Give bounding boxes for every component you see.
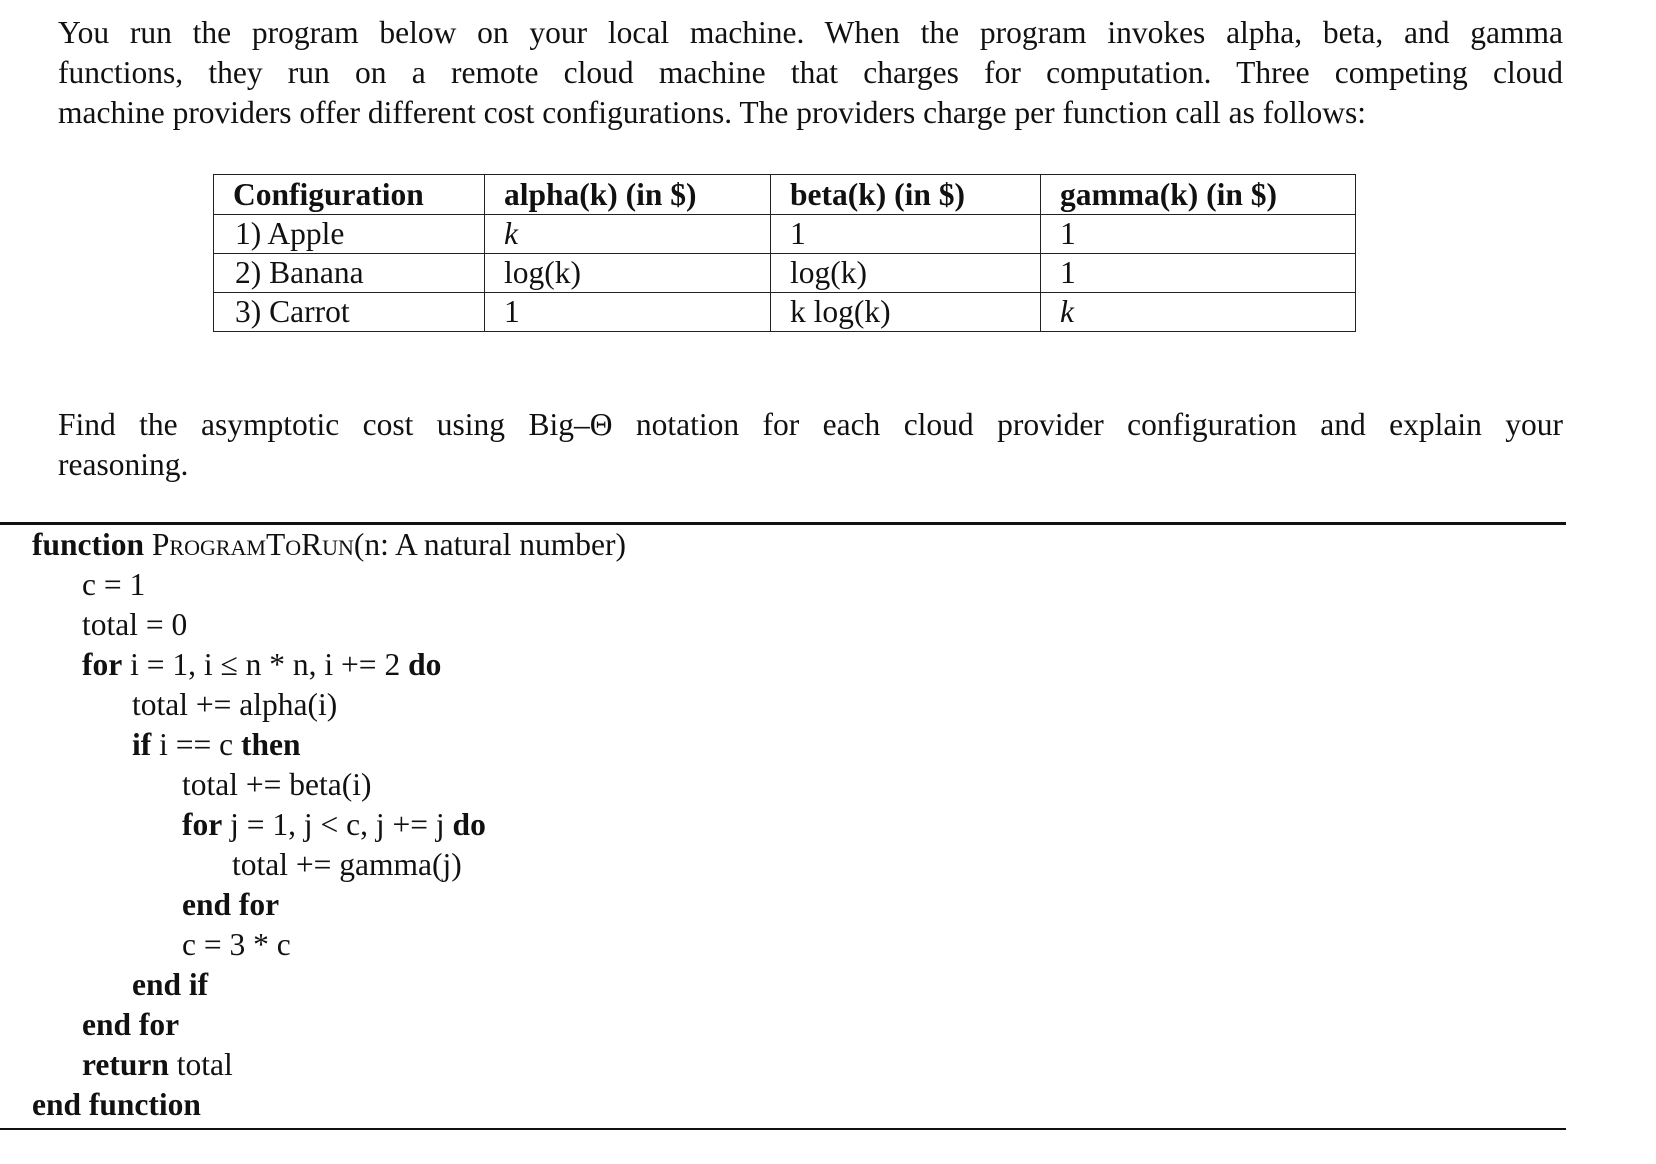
intro-paragraph xyxy=(58,13,1563,133)
beta-cost: log(k) xyxy=(771,254,1041,293)
code-line-if xyxy=(132,725,301,765)
keyword-do: do xyxy=(408,647,442,682)
for-i-condition: i = 1, i ≤ n * n, i += 2 xyxy=(130,647,401,682)
code-line-function-header xyxy=(32,525,626,565)
config-name: 2) Banana xyxy=(214,254,485,293)
code-line-return xyxy=(82,1045,233,1085)
if-condition: i == c xyxy=(159,727,234,762)
table-row xyxy=(214,254,1356,293)
code-line-beta: total += beta(i) xyxy=(182,767,372,802)
keyword-for: for xyxy=(182,807,223,842)
config-name: 3) Carrot xyxy=(214,293,485,332)
intro-line: machine providers offer different cost configurations. The providers charge per function call as follows: xyxy=(58,95,1367,130)
function-params: (n: A natural number) xyxy=(353,527,626,562)
beta-cost: 1 xyxy=(771,215,1041,254)
code-line-end-for-outer: end for xyxy=(82,1007,180,1042)
header-beta: beta(k) (in $) xyxy=(771,175,1041,215)
gamma-cost: 1 xyxy=(1041,254,1356,293)
gamma-cost: k xyxy=(1041,293,1356,332)
keyword-if: if xyxy=(132,727,152,762)
table-row xyxy=(214,215,1356,254)
intro-line: functions, they run on a remote cloud machine that charges for computation. Three competing cloud xyxy=(58,55,1563,90)
for-j-condition: j = 1, j < c, j += j xyxy=(230,807,445,842)
code-line-for-j xyxy=(182,805,486,845)
keyword-then: then xyxy=(241,727,301,762)
alpha-cost: 1 xyxy=(485,293,771,332)
alpha-cost: log(k) xyxy=(485,254,771,293)
gamma-cost: 1 xyxy=(1041,215,1356,254)
code-line-end-for-inner: end for xyxy=(182,887,280,922)
code-line-total-init: total = 0 xyxy=(82,607,188,642)
header-alpha: alpha(k) (in $) xyxy=(485,175,771,215)
code-line-c-init: c = 1 xyxy=(82,567,146,602)
code-line-end-if: end if xyxy=(132,967,209,1002)
return-value: total xyxy=(176,1047,233,1082)
algorithm-bottom-rule xyxy=(0,1128,1566,1130)
cost-configuration-table xyxy=(213,174,1356,332)
question-paragraph xyxy=(58,405,1563,485)
code-line-end-function: end function xyxy=(32,1087,201,1122)
code-line-c-update: c = 3 * c xyxy=(182,927,291,962)
table-header-row xyxy=(214,175,1356,215)
question-line: reasoning. xyxy=(58,447,189,482)
alpha-cost: k xyxy=(485,215,771,254)
code-line-alpha: total += alpha(i) xyxy=(132,687,338,722)
keyword-for: for xyxy=(82,647,123,682)
code-line-for-i xyxy=(82,645,441,685)
header-gamma: gamma(k) (in $) xyxy=(1041,175,1356,215)
header-configuration: Configuration xyxy=(214,175,485,215)
keyword-function: function xyxy=(32,527,145,562)
code-line-gamma: total += gamma(j) xyxy=(232,847,462,882)
intro-line: You run the program below on your local machine. When the program invokes alpha, beta, and gamma xyxy=(58,15,1563,50)
keyword-do: do xyxy=(452,807,486,842)
function-name: ProgramToRun xyxy=(151,527,354,562)
beta-cost: k log(k) xyxy=(771,293,1041,332)
config-name: 1) Apple xyxy=(214,215,485,254)
table-row xyxy=(214,293,1356,332)
keyword-return: return xyxy=(82,1047,169,1082)
question-line: Find the asymptotic cost using Big–Θ notation for each cloud provider configuration and explain your xyxy=(58,407,1563,442)
